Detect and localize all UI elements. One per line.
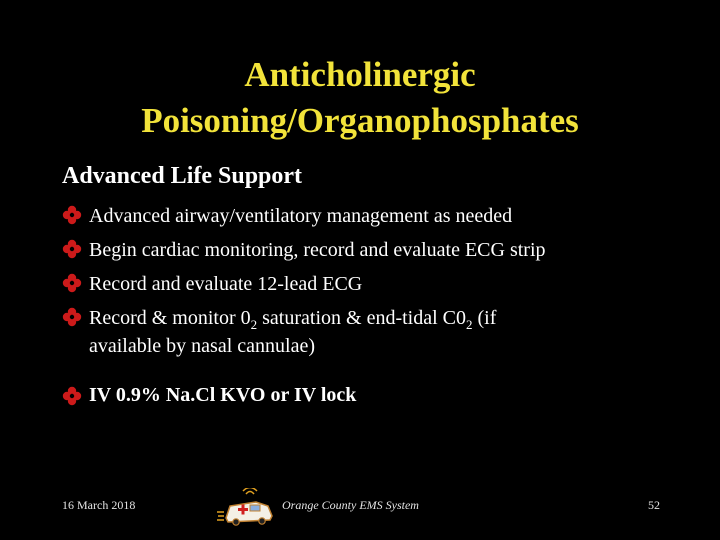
list-item-text [89,307,497,332]
list-item [62,203,682,229]
footer-date: 16 March 2018 [62,498,136,512]
slide-title [0,52,720,144]
list-item-text: Advanced airway/ventilatory management as needed [89,205,513,227]
slide-title-line-1: Anticholinergic [244,55,476,94]
list-item-text-part: saturation & end-tidal C0 [257,307,466,329]
footer-page-number: 52 [648,498,660,512]
list-item [62,305,682,359]
list-item [62,237,682,263]
list-item-text-part: (if [472,307,497,329]
diamond-bullet-icon [62,273,82,293]
diamond-bullet-icon [62,205,82,225]
highlight-bullet [62,384,356,407]
highlight-bullet-text: IV 0.9% Na.Cl KVO or IV lock [89,384,357,406]
list-item-text-part: Record & monitor 0 [89,307,251,329]
list-item-text: Record and evaluate 12-lead ECG [89,273,363,295]
list-item-text: Begin cardiac monitoring, record and evaluate ECG strip [89,239,546,261]
subscript: 2 [466,317,473,332]
list-item-continuation: available by nasal cannulae) [89,335,315,357]
section-heading: Advanced Life Support [62,163,303,189]
slide-title-line-2: Poisoning/Organophosphates [141,101,579,140]
diamond-bullet-icon [62,239,82,259]
bullet-list [62,203,682,367]
diamond-bullet-icon [62,386,82,406]
list-item [62,271,682,297]
subscript: 2 [250,317,258,332]
ambulance-logo-icon [216,488,278,528]
diamond-bullet-icon [62,307,82,327]
footer-organization: Orange County EMS System [282,498,419,512]
